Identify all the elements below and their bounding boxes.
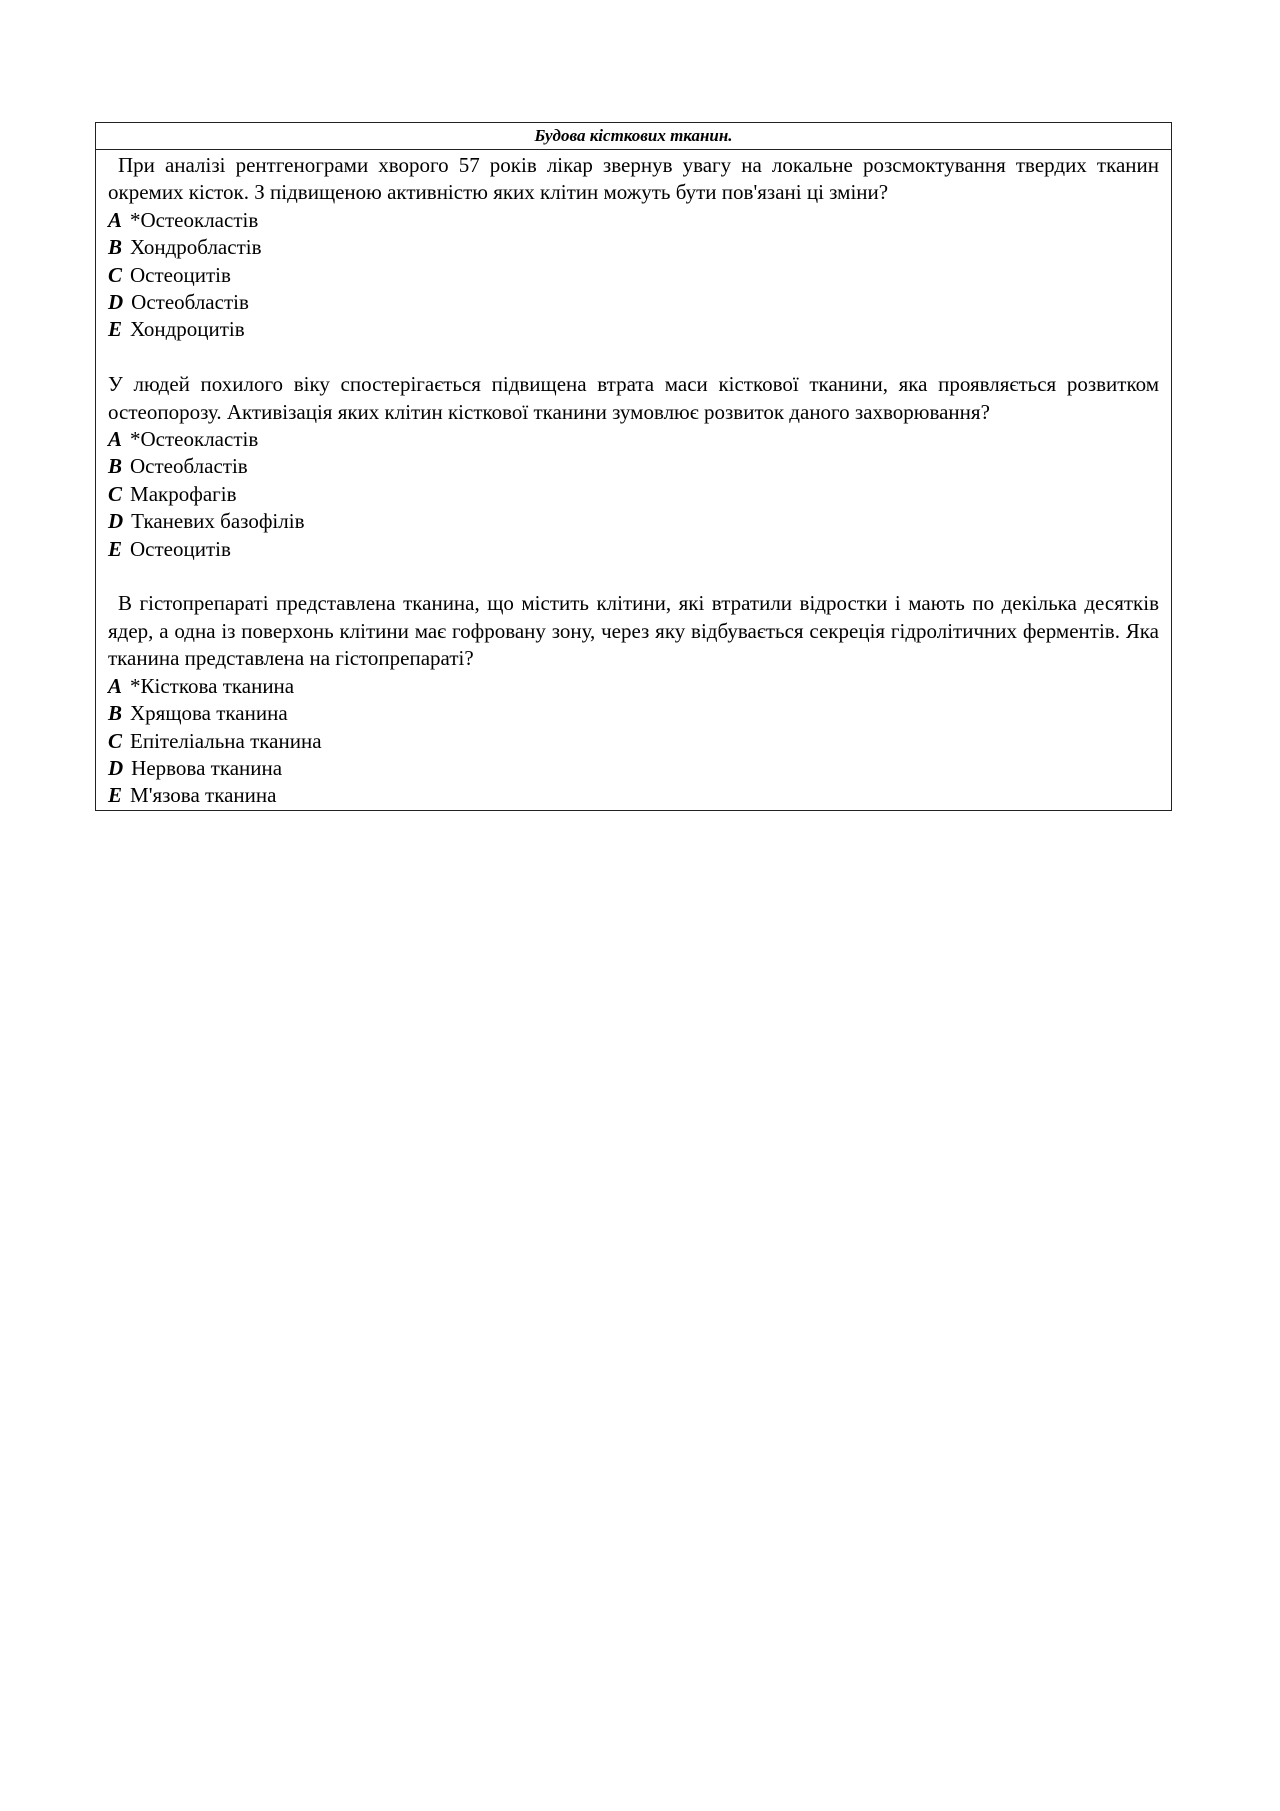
option-c (108, 481, 1159, 508)
option-letter: B (108, 454, 123, 479)
option-b (108, 453, 1159, 480)
option-e (108, 316, 1159, 343)
option-text: Макрофагів (130, 481, 237, 506)
table-title: Будова кісткових тканин. (96, 123, 1172, 150)
option-letter: D (108, 290, 124, 315)
option-a (108, 207, 1159, 234)
question-spacer (108, 563, 1159, 590)
option-text: М'язова тканина (130, 783, 277, 808)
option-text: *Кісткова тканина (130, 673, 295, 698)
question-text: При аналізі рентгенограми хворого 57 років лікар звернув увагу на локальне розсмоктування твердих тканин окремих кісток. З підвищеною активністю яких клітин можуть бути пов'язані ці зміни? (108, 153, 1159, 205)
option-a (108, 673, 1159, 700)
option-letter: E (108, 317, 123, 342)
option-text: Нервова тканина (131, 755, 283, 780)
question-text: В гістопрепараті представлена тканина, що містить клітини, які втратили відростки і мають по декілька десятків ядер, а одна із поверхонь клітини має гофровану зону, через яку відбувається секреція гідролітичних ферментів. Яка тканина представлена на гістопрепараті? (108, 591, 1159, 671)
option-letter: C (108, 728, 123, 753)
option-c (108, 728, 1159, 755)
option-e (108, 536, 1159, 563)
option-letter: C (108, 481, 123, 506)
option-text: Хрящова тканина (130, 701, 288, 726)
option-text: Остеобластів (130, 454, 248, 479)
option-letter: D (108, 509, 124, 534)
option-letter: A (108, 673, 123, 698)
option-e (108, 782, 1159, 809)
option-d (108, 289, 1159, 316)
option-text: Остеоцитів (130, 262, 231, 287)
option-d (108, 755, 1159, 782)
option-b (108, 234, 1159, 261)
option-text: Епітеліальна тканина (130, 728, 322, 753)
option-d (108, 508, 1159, 535)
question-text: У людей похилого віку спостерігається підвищена втрата маси кісткової тканини, яка проявляється розвитком остеопорозу. Активізація яких клітин кісткової тканини зумовлює розвиток даного захворювання? (108, 372, 1159, 424)
option-letter: B (108, 235, 123, 260)
option-letter: E (108, 783, 123, 808)
option-text: Хондробластів (130, 235, 262, 260)
question-block-2 (108, 371, 1159, 563)
option-text: Тканевих базофілів (131, 509, 305, 534)
quiz-table (95, 122, 1172, 811)
option-text: Хондроцитів (130, 317, 245, 342)
questions-cell (96, 150, 1172, 811)
option-letter: A (108, 427, 123, 452)
option-letter: B (108, 701, 123, 726)
option-letter: D (108, 755, 124, 780)
question-block-3 (108, 590, 1159, 809)
option-text: *Остеокластів (130, 207, 259, 232)
option-a (108, 426, 1159, 453)
question-spacer (108, 344, 1159, 371)
questions-row (96, 150, 1172, 811)
option-text: *Остеокластів (130, 427, 259, 452)
title-row (96, 123, 1172, 150)
option-letter: E (108, 536, 123, 561)
option-text: Остеоцитів (130, 536, 231, 561)
option-c (108, 262, 1159, 289)
option-text: Остеобластів (131, 290, 249, 315)
option-letter: C (108, 262, 123, 287)
option-letter: A (108, 207, 123, 232)
option-b (108, 700, 1159, 727)
question-block-1 (108, 152, 1159, 344)
